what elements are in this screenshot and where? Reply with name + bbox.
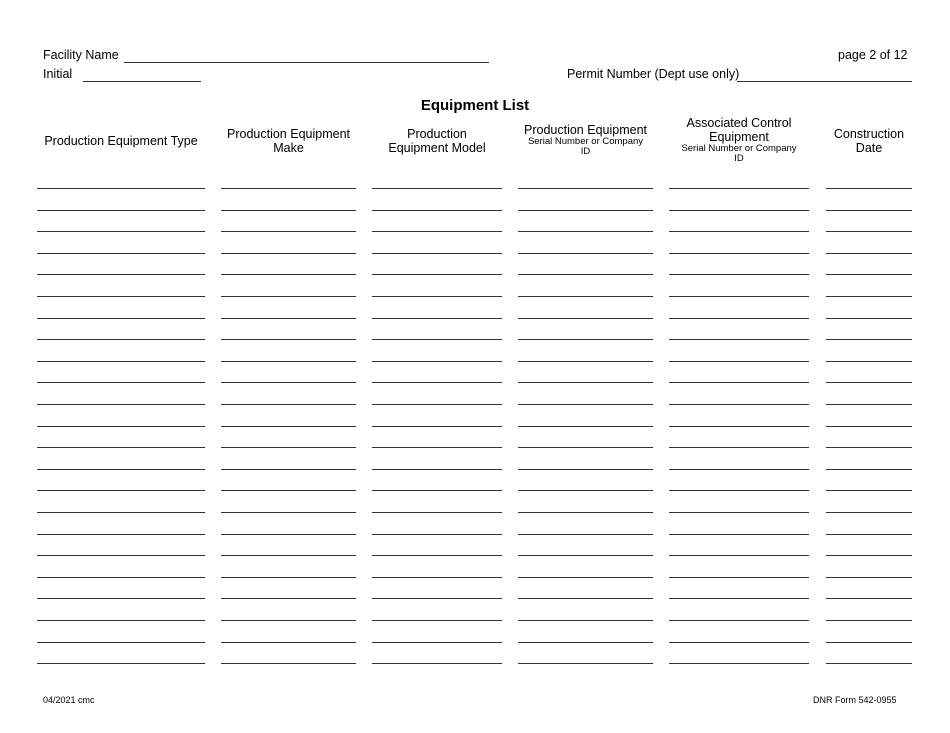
- row-field-make[interactable]: [221, 642, 356, 643]
- row-field-model[interactable]: [372, 253, 502, 254]
- row-field-control[interactable]: [669, 361, 809, 362]
- column-header-make-line1: Production Equipment: [227, 127, 350, 141]
- row-field-model[interactable]: [372, 490, 502, 491]
- row-field-model[interactable]: [372, 534, 502, 535]
- row-field-serial[interactable]: [518, 555, 653, 556]
- row-field-model[interactable]: [372, 620, 502, 621]
- row-field-model[interactable]: [372, 469, 502, 470]
- column-header-control-line1: Associated Control: [686, 116, 792, 130]
- row-field-date[interactable]: [826, 642, 912, 643]
- row-field-date[interactable]: [826, 469, 912, 470]
- row-field-model[interactable]: [372, 404, 502, 405]
- row-field-serial[interactable]: [518, 210, 653, 211]
- row-field-serial[interactable]: [518, 231, 653, 232]
- row-field-control[interactable]: [669, 231, 809, 232]
- row-field-date[interactable]: [826, 577, 912, 578]
- row-field-model[interactable]: [372, 642, 502, 643]
- row-field-date[interactable]: [826, 663, 912, 664]
- row-field-type[interactable]: [37, 361, 205, 362]
- row-field-control[interactable]: [669, 490, 809, 491]
- permit-number-label: Permit Number (Dept use only): [567, 67, 740, 81]
- row-field-type[interactable]: [37, 642, 205, 643]
- row-field-date[interactable]: [826, 296, 912, 297]
- column-header-model-line1: Production: [407, 127, 467, 141]
- row-field-control[interactable]: [669, 512, 809, 513]
- row-field-serial[interactable]: [518, 339, 653, 340]
- column-header-control: [669, 116, 809, 164]
- facility-name-field[interactable]: [124, 62, 489, 63]
- row-field-serial[interactable]: [518, 296, 653, 297]
- row-field-control[interactable]: [669, 469, 809, 470]
- row-field-type[interactable]: [37, 339, 205, 340]
- row-field-date[interactable]: [826, 253, 912, 254]
- row-field-control[interactable]: [669, 382, 809, 383]
- row-field-make[interactable]: [221, 577, 356, 578]
- row-field-type[interactable]: [37, 231, 205, 232]
- row-field-date[interactable]: [826, 620, 912, 621]
- row-field-type[interactable]: [37, 490, 205, 491]
- row-field-make[interactable]: [221, 382, 356, 383]
- row-field-control[interactable]: [669, 253, 809, 254]
- row-field-serial[interactable]: [518, 534, 653, 535]
- row-field-make[interactable]: [221, 447, 356, 448]
- row-field-make[interactable]: [221, 404, 356, 405]
- row-field-date[interactable]: [826, 534, 912, 535]
- initial-field[interactable]: [83, 81, 201, 82]
- row-field-type[interactable]: [37, 555, 205, 556]
- row-field-make[interactable]: [221, 598, 356, 599]
- row-field-model[interactable]: [372, 318, 502, 319]
- row-field-model[interactable]: [372, 361, 502, 362]
- row-field-date[interactable]: [826, 188, 912, 189]
- row-field-control[interactable]: [669, 339, 809, 340]
- row-field-type[interactable]: [37, 663, 205, 664]
- row-field-serial[interactable]: [518, 253, 653, 254]
- column-header-type: [37, 134, 205, 148]
- row-field-control[interactable]: [669, 188, 809, 189]
- page-title: Equipment List: [420, 97, 530, 114]
- row-field-serial[interactable]: [518, 404, 653, 405]
- row-field-type[interactable]: [37, 447, 205, 448]
- row-field-control[interactable]: [669, 620, 809, 621]
- row-field-make[interactable]: [221, 469, 356, 470]
- row-field-make[interactable]: [221, 318, 356, 319]
- row-field-date[interactable]: [826, 426, 912, 427]
- column-header-serial: [518, 123, 653, 157]
- row-field-serial[interactable]: [518, 447, 653, 448]
- footer-revision: 04/2021 cmc: [43, 695, 95, 705]
- row-field-serial[interactable]: [518, 274, 653, 275]
- row-field-serial[interactable]: [518, 361, 653, 362]
- column-header-date-line1: Construction: [833, 127, 905, 141]
- column-header-model: [372, 127, 502, 155]
- row-field-control[interactable]: [669, 318, 809, 319]
- row-field-make[interactable]: [221, 534, 356, 535]
- row-field-date[interactable]: [826, 210, 912, 211]
- row-field-make[interactable]: [221, 663, 356, 664]
- row-field-type[interactable]: [37, 426, 205, 427]
- row-field-serial[interactable]: [518, 382, 653, 383]
- row-field-type[interactable]: [37, 577, 205, 578]
- column-header-type-line1: Production Equipment Type: [44, 134, 198, 148]
- row-field-make[interactable]: [221, 426, 356, 427]
- row-field-date[interactable]: [826, 512, 912, 513]
- column-header-serial-sub1: Serial Number or Company: [527, 136, 644, 147]
- page-number: page 2 of 12: [838, 48, 908, 62]
- column-header-serial-sub2: ID: [580, 146, 591, 157]
- row-field-model[interactable]: [372, 274, 502, 275]
- row-field-date[interactable]: [826, 404, 912, 405]
- row-field-model[interactable]: [372, 512, 502, 513]
- row-field-serial[interactable]: [518, 469, 653, 470]
- row-field-type[interactable]: [37, 210, 205, 211]
- row-field-make[interactable]: [221, 620, 356, 621]
- row-field-type[interactable]: [37, 620, 205, 621]
- row-field-serial[interactable]: [518, 490, 653, 491]
- column-header-date-line2: Date: [855, 141, 883, 155]
- row-field-model[interactable]: [372, 339, 502, 340]
- row-field-date[interactable]: [826, 361, 912, 362]
- row-field-type[interactable]: [37, 469, 205, 470]
- row-field-make[interactable]: [221, 188, 356, 189]
- row-field-date[interactable]: [826, 274, 912, 275]
- row-field-control[interactable]: [669, 642, 809, 643]
- column-header-make: [221, 127, 356, 155]
- permit-number-field[interactable]: [737, 81, 912, 82]
- row-field-model[interactable]: [372, 555, 502, 556]
- row-field-serial[interactable]: [518, 426, 653, 427]
- column-header-serial-line1: Production Equipment: [524, 123, 647, 137]
- column-header-control-sub1: Serial Number or Company: [681, 143, 797, 154]
- row-field-make[interactable]: [221, 231, 356, 232]
- row-field-type[interactable]: [37, 404, 205, 405]
- row-field-model[interactable]: [372, 447, 502, 448]
- row-field-serial[interactable]: [518, 512, 653, 513]
- row-field-control[interactable]: [669, 598, 809, 599]
- row-field-date[interactable]: [826, 382, 912, 383]
- row-field-control[interactable]: [669, 404, 809, 405]
- row-field-model[interactable]: [372, 663, 502, 664]
- row-field-serial[interactable]: [518, 188, 653, 189]
- row-field-model[interactable]: [372, 426, 502, 427]
- row-field-control[interactable]: [669, 577, 809, 578]
- row-field-make[interactable]: [221, 361, 356, 362]
- row-field-control[interactable]: [669, 447, 809, 448]
- column-header-control-line2: Equipment: [709, 130, 769, 144]
- row-field-date[interactable]: [826, 555, 912, 556]
- row-field-control[interactable]: [669, 210, 809, 211]
- row-field-type[interactable]: [37, 274, 205, 275]
- row-field-control[interactable]: [669, 426, 809, 427]
- row-field-control[interactable]: [669, 663, 809, 664]
- row-field-model[interactable]: [372, 210, 502, 211]
- column-header-control-sub2: ID: [734, 153, 744, 164]
- row-field-serial[interactable]: [518, 620, 653, 621]
- row-field-serial[interactable]: [518, 598, 653, 599]
- column-header-make-line2: Make: [273, 141, 304, 155]
- row-field-type[interactable]: [37, 253, 205, 254]
- row-field-date[interactable]: [826, 447, 912, 448]
- footer-form-number: DNR Form 542-0955: [813, 695, 897, 705]
- row-field-control[interactable]: [669, 296, 809, 297]
- row-field-date[interactable]: [826, 598, 912, 599]
- row-field-make[interactable]: [221, 490, 356, 491]
- row-field-model[interactable]: [372, 231, 502, 232]
- row-field-type[interactable]: [37, 188, 205, 189]
- row-field-serial[interactable]: [518, 663, 653, 664]
- row-field-type[interactable]: [37, 534, 205, 535]
- row-field-date[interactable]: [826, 339, 912, 340]
- row-field-serial[interactable]: [518, 642, 653, 643]
- column-header-date: [826, 127, 912, 155]
- row-field-type[interactable]: [37, 512, 205, 513]
- initial-label: Initial: [43, 67, 73, 81]
- row-field-model[interactable]: [372, 296, 502, 297]
- row-field-type[interactable]: [37, 318, 205, 319]
- facility-name-label: Facility Name: [43, 48, 119, 62]
- row-field-make[interactable]: [221, 253, 356, 254]
- row-field-make[interactable]: [221, 210, 356, 211]
- row-field-model[interactable]: [372, 598, 502, 599]
- row-field-make[interactable]: [221, 339, 356, 340]
- row-field-control[interactable]: [669, 534, 809, 535]
- row-field-type[interactable]: [37, 382, 205, 383]
- row-field-date[interactable]: [826, 318, 912, 319]
- row-field-type[interactable]: [37, 598, 205, 599]
- row-field-model[interactable]: [372, 382, 502, 383]
- row-field-make[interactable]: [221, 274, 356, 275]
- row-field-date[interactable]: [826, 490, 912, 491]
- row-field-type[interactable]: [37, 296, 205, 297]
- row-field-make[interactable]: [221, 296, 356, 297]
- row-field-serial[interactable]: [518, 577, 653, 578]
- row-field-make[interactable]: [221, 555, 356, 556]
- row-field-control[interactable]: [669, 274, 809, 275]
- row-field-make[interactable]: [221, 512, 356, 513]
- row-field-model[interactable]: [372, 577, 502, 578]
- row-field-date[interactable]: [826, 231, 912, 232]
- row-field-serial[interactable]: [518, 318, 653, 319]
- row-field-model[interactable]: [372, 188, 502, 189]
- row-field-control[interactable]: [669, 555, 809, 556]
- column-header-model-line2: Equipment Model: [388, 141, 486, 155]
